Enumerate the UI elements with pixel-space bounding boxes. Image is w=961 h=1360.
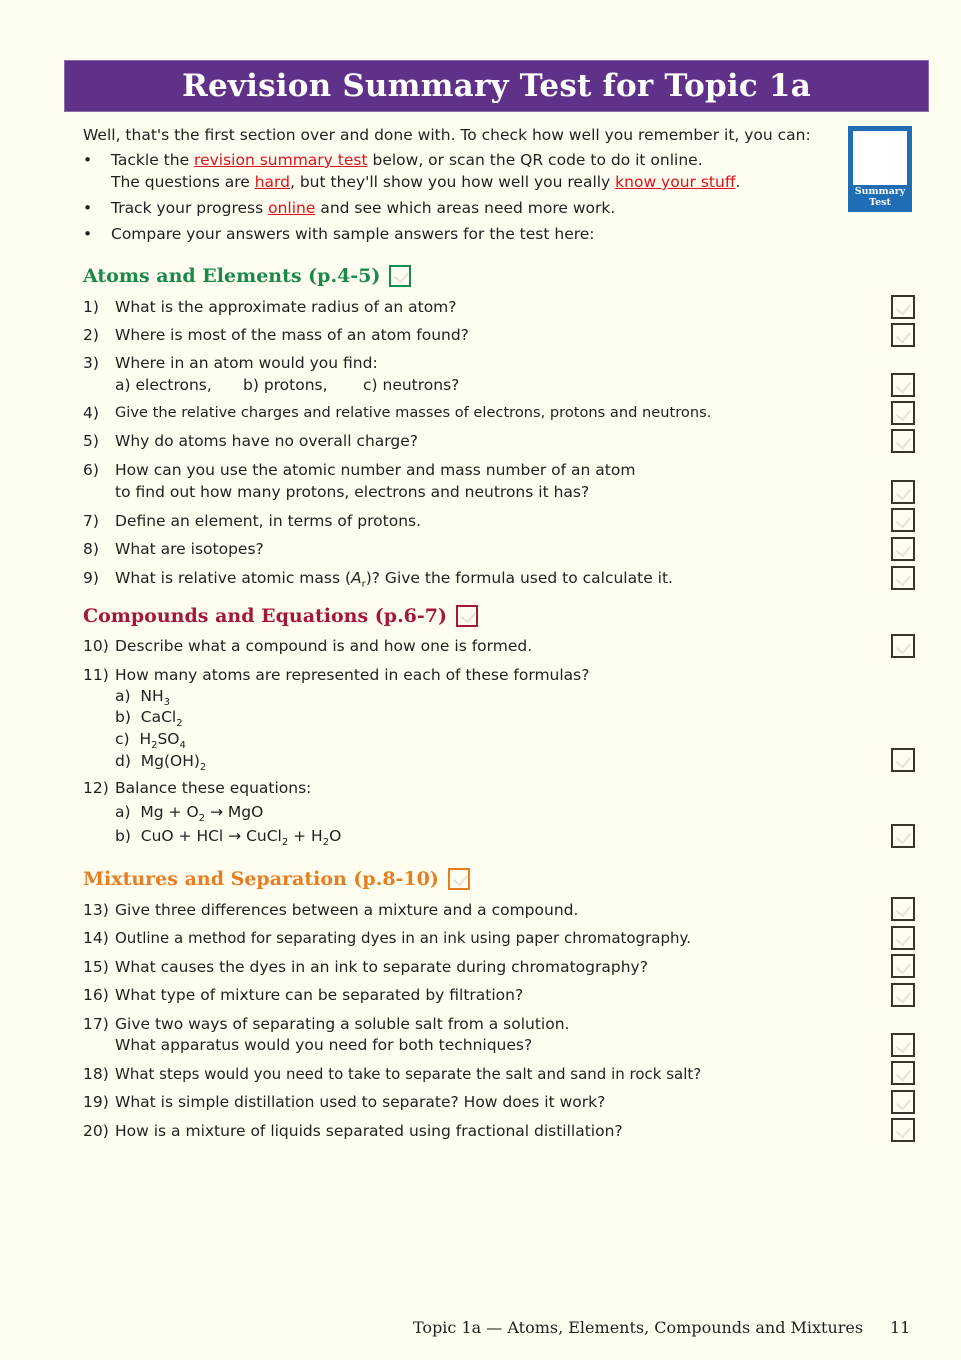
online-link[interactable]: online xyxy=(268,199,316,217)
qr-badge-label xyxy=(848,186,912,208)
question-text: How can you use the atomic number and mass number of an atom xyxy=(115,461,636,479)
checkbox-question-19[interactable] xyxy=(891,1090,915,1114)
question-number: 6) xyxy=(83,461,99,479)
checkbox-question-14[interactable] xyxy=(891,926,915,950)
check-icon xyxy=(896,328,911,344)
check-icon xyxy=(896,434,911,450)
equation: → MgO xyxy=(205,803,264,821)
symbol-subscript: r xyxy=(361,579,366,590)
subscript: 2 xyxy=(176,718,183,729)
checkbox-question-12[interactable] xyxy=(891,824,915,848)
checkbox-question-4[interactable] xyxy=(891,401,915,425)
checkbox-question-20[interactable] xyxy=(891,1118,915,1142)
question-text: Give two ways of separating a soluble salt from a solution. xyxy=(115,1015,570,1033)
formula: H xyxy=(139,730,152,748)
question-text: How many atoms are represented in each of these formulas? xyxy=(115,666,590,684)
question-number: 14) xyxy=(83,929,109,947)
checkbox-question-11[interactable] xyxy=(891,748,915,772)
question-3-part-b: b) protons, xyxy=(243,376,328,394)
section-checkbox[interactable] xyxy=(448,868,470,890)
question-number: 15) xyxy=(83,958,109,976)
question-number: 20) xyxy=(83,1122,109,1140)
subscript: 2 xyxy=(281,837,289,848)
intro-text: below, or scan the QR code to do it online. xyxy=(367,151,703,169)
check-icon xyxy=(896,639,911,655)
section-heading-atoms-elements xyxy=(83,265,411,287)
subscript: 4 xyxy=(179,740,186,751)
question-text-part: What is relative atomic mass ( xyxy=(115,569,351,587)
symbol-a: A xyxy=(351,569,362,587)
qr-code-icon[interactable] xyxy=(853,131,907,185)
question-text: Where in an atom would you find: xyxy=(115,354,378,372)
question-number: 5) xyxy=(83,432,99,450)
check-icon xyxy=(896,959,911,975)
question-text: What steps would you need to take to separate the salt and sand in rock salt? xyxy=(115,1065,702,1083)
equation: CuO + HCl → CuCl xyxy=(140,827,282,845)
question-11-part-a xyxy=(115,685,170,707)
part-label: a) xyxy=(115,803,131,821)
check-icon xyxy=(896,300,911,316)
question-number: 11) xyxy=(83,666,109,684)
section-title: Mixtures and Separation (p.8-10) xyxy=(83,868,439,890)
intro-text: . xyxy=(735,173,741,191)
hard-link[interactable]: hard xyxy=(254,173,290,191)
formula: NH xyxy=(140,687,164,705)
section-checkbox[interactable] xyxy=(389,265,411,287)
question-text: Give the relative charges and relative masses of electrons, protons and neutrons. xyxy=(115,404,712,421)
summary-test-qr-badge[interactable] xyxy=(848,126,912,212)
question-text: Describe what a compound is and how one is formed. xyxy=(115,637,533,655)
subscript: 2 xyxy=(199,762,207,773)
intro-lead: Well, that's the first section over and done with. To check how well you remember it, you can: xyxy=(83,126,811,144)
question-11-part-b xyxy=(115,706,183,728)
title-bar xyxy=(64,60,929,112)
checkbox-question-3[interactable] xyxy=(891,373,915,397)
check-icon xyxy=(896,988,911,1004)
question-3-part-c: c) neutrons? xyxy=(363,376,460,394)
part-label: c) xyxy=(115,730,130,748)
question-text: Why do atoms have no overall charge? xyxy=(115,432,418,450)
intro-list xyxy=(83,149,843,245)
qr-label-line1: Summary xyxy=(854,186,906,197)
check-icon xyxy=(896,1066,911,1082)
check-icon xyxy=(896,829,911,845)
check-icon xyxy=(461,608,476,624)
checkbox-question-1[interactable] xyxy=(891,295,915,319)
subscript: 3 xyxy=(163,697,171,708)
part-label: b) xyxy=(115,827,131,845)
question-number: 3) xyxy=(83,354,99,372)
intro-text: Tackle the xyxy=(111,151,195,169)
subscript: 2 xyxy=(151,740,158,751)
question-number: 17) xyxy=(83,1015,109,1033)
question-text: How is a mixture of liquids separated using fractional distillation? xyxy=(115,1122,623,1140)
formula: SO xyxy=(157,730,180,748)
question-number: 12) xyxy=(83,779,109,797)
question-11-part-d xyxy=(115,750,206,772)
checkbox-question-7[interactable] xyxy=(891,508,915,532)
intro-text: Track your progress xyxy=(111,199,269,217)
check-icon xyxy=(896,513,911,529)
intro-bullet-compare xyxy=(83,223,843,245)
check-icon xyxy=(896,1095,911,1111)
question-text: Outline a method for separating dyes in an ink using paper chromatography. xyxy=(115,929,692,947)
question-text: Where is most of the mass of an atom found? xyxy=(115,326,469,344)
subscript: 2 xyxy=(322,837,330,848)
check-icon xyxy=(896,1038,911,1054)
question-text-part: )? Give the formula used to calculate it. xyxy=(365,569,673,587)
bullet-icon: • xyxy=(83,151,93,169)
question-number: 4) xyxy=(83,404,99,422)
question-text: Balance these equations: xyxy=(115,779,312,797)
checkbox-question-16[interactable] xyxy=(891,983,915,1007)
intro-bullet-tackle xyxy=(83,149,843,193)
question-text: What are isotopes? xyxy=(115,540,264,558)
checkbox-question-13[interactable] xyxy=(891,897,915,921)
question-text: What is simple distillation used to separate? How does it work? xyxy=(115,1093,606,1111)
equation: O xyxy=(329,827,342,845)
subscript: 2 xyxy=(198,813,206,824)
formula: Mg(OH) xyxy=(140,752,200,770)
checkbox-question-2[interactable] xyxy=(891,323,915,347)
question-number: 2) xyxy=(83,326,99,344)
question-number: 1) xyxy=(83,298,99,316)
section-heading-compounds-equations xyxy=(83,605,478,627)
checkbox-question-6[interactable] xyxy=(891,480,915,504)
bullet-icon: • xyxy=(83,199,93,217)
intro-text: The questions are xyxy=(111,173,255,191)
question-text: Define an element, in terms of protons. xyxy=(115,512,422,530)
checkbox-question-10[interactable] xyxy=(891,634,915,658)
check-icon xyxy=(896,931,911,947)
check-icon xyxy=(896,542,911,558)
question-number: 19) xyxy=(83,1093,109,1111)
section-title: Atoms and Elements (p.4-5) xyxy=(83,265,381,287)
question-6-line2: to find out how many protons, electrons and neutrons it has? xyxy=(115,483,590,501)
question-12-part-b xyxy=(115,825,341,847)
check-icon xyxy=(896,753,911,769)
question-12-part-a xyxy=(115,801,263,823)
question-text: What type of mixture can be separated by filtration? xyxy=(115,986,524,1004)
page-title: Revision Summary Test for Topic 1a xyxy=(182,68,811,104)
checkbox-question-8[interactable] xyxy=(891,537,915,561)
question-text: What is the approximate radius of an atom? xyxy=(115,298,457,316)
revision-summary-test-link[interactable]: revision summary test xyxy=(194,151,368,169)
check-icon xyxy=(896,1123,911,1139)
question-17-line2: What apparatus would you need for both techniques? xyxy=(115,1036,533,1054)
question-text xyxy=(115,567,673,589)
intro-text: and see which areas need more work. xyxy=(315,199,616,217)
checkbox-question-17[interactable] xyxy=(891,1033,915,1057)
checkbox-question-18[interactable] xyxy=(891,1061,915,1085)
question-number: 10) xyxy=(83,637,109,655)
intro-text: , but they'll show you how well you really xyxy=(289,173,616,191)
question-number: 7) xyxy=(83,512,99,530)
part-label: d) xyxy=(115,752,131,770)
intro-bullet-track xyxy=(83,197,843,219)
checkbox-question-5[interactable] xyxy=(891,429,915,453)
formula: CaCl xyxy=(140,708,177,726)
bullet-icon: • xyxy=(83,225,93,243)
part-label: a) xyxy=(115,687,131,705)
intro xyxy=(83,124,843,249)
question-number: 13) xyxy=(83,901,109,919)
part-label: b) xyxy=(115,708,131,726)
question-number: 8) xyxy=(83,540,99,558)
question-text: What causes the dyes in an ink to separate during chromatography? xyxy=(115,958,648,976)
intro-text: Compare your answers with sample answers for the test here: xyxy=(111,225,595,243)
equation: Mg + O xyxy=(140,803,199,821)
question-number: 18) xyxy=(83,1065,109,1083)
check-icon xyxy=(453,871,468,887)
check-icon xyxy=(394,268,409,284)
checkbox-question-15[interactable] xyxy=(891,954,915,978)
check-icon xyxy=(896,485,911,501)
checkbox-question-9[interactable] xyxy=(891,566,915,590)
footer-topic: Topic 1a — Atoms, Elements, Compounds and Mixtures xyxy=(413,1318,864,1337)
question-11-part-c xyxy=(115,728,186,750)
qr-label-line2: Test xyxy=(869,197,891,208)
section-checkbox[interactable] xyxy=(456,605,478,627)
equation: + H xyxy=(288,827,323,845)
check-icon xyxy=(896,378,911,394)
question-text: Give three differences between a mixture and a compound. xyxy=(115,901,579,919)
section-title: Compounds and Equations (p.6-7) xyxy=(83,605,447,627)
check-icon xyxy=(896,406,911,422)
question-number: 9) xyxy=(83,569,99,587)
know-your-stuff-link[interactable]: know your stuff xyxy=(615,173,736,191)
question-3-part-a: a) electrons, xyxy=(115,376,212,394)
page-number: 11 xyxy=(890,1318,911,1337)
question-number: 16) xyxy=(83,986,109,1004)
check-icon xyxy=(896,902,911,918)
section-heading-mixtures-separation xyxy=(83,868,470,890)
check-icon xyxy=(896,571,911,587)
